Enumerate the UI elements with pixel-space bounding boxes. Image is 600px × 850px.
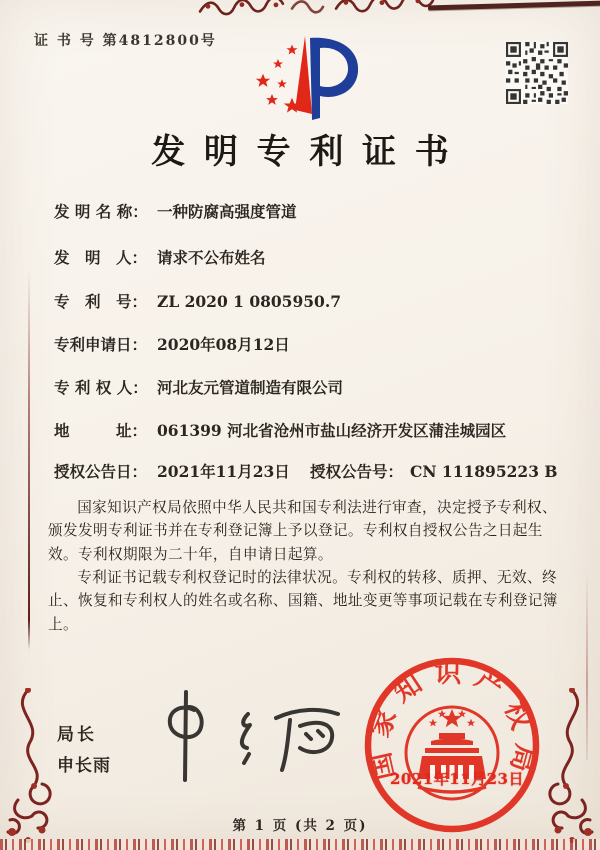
field-grant-number	[310, 460, 557, 482]
official-seal	[358, 650, 546, 840]
legal-text-block	[48, 496, 558, 636]
field-grant-date-and-number	[54, 460, 574, 482]
field-patentee	[54, 376, 574, 398]
field-value: 061399 河北省沧州市盐山经济开发区蒲洼城园区	[157, 421, 507, 440]
field-value: 一种防腐高强度管道	[157, 202, 297, 221]
commissioner-role-label: 局长	[57, 725, 97, 745]
field-patent-number	[54, 290, 574, 312]
field-inventor	[54, 246, 574, 268]
page-footer: 第 1 页 (共 2 页)	[232, 818, 368, 834]
commissioner-signature	[148, 688, 353, 788]
field-value: 2021年11月23日	[157, 462, 290, 481]
field-label: 专利申请日：	[54, 335, 148, 354]
top-right-border-line	[428, 1, 600, 11]
field-value: 河北友元管道制造有限公司	[157, 378, 344, 397]
field-value: ZL 2020 1 0805950.7	[157, 292, 342, 311]
bottom-left-corner-ornament	[0, 688, 56, 846]
field-label: 授权公告号：	[310, 462, 404, 481]
qr-code-icon	[506, 42, 568, 104]
bottom-right-corner-ornament	[544, 688, 600, 846]
certificate-number: 证 书 号 第4812800号	[34, 33, 217, 49]
field-label: 专 利 号：	[54, 292, 148, 311]
field-value: 请求不公布姓名	[157, 248, 266, 267]
left-border-line	[28, 270, 30, 650]
legal-paragraph-1: 国家知识产权局依照中华人民共和国专利法进行审查，决定授予专利权、颁发发明专利证书并在专利登记簿上予以登记。专利权自授权公告之日起生效。专利权期限为二十年，自申请日起算。	[48, 499, 557, 563]
field-value: 2020年08月12日	[157, 335, 290, 354]
field-label: 发 明 名 称：	[54, 202, 148, 221]
bottom-border-stripes	[0, 839, 600, 850]
field-label: 发 明 人：	[54, 248, 148, 267]
field-address	[54, 419, 574, 441]
patent-office-logo	[248, 34, 366, 126]
field-value: CN 111895223 B	[410, 462, 558, 481]
commissioner-name-label: 申长雨	[57, 756, 111, 776]
legal-paragraph-2: 专利证书记载专利权登记时的法律状况。专利权的转移、质押、无效、终止、恢复和专利权人的姓名或名称、国籍、地址变更等事项记载在专利登记簿上。	[48, 569, 558, 633]
field-invention-name	[54, 200, 574, 222]
field-label: 地 址：	[54, 421, 148, 440]
top-border-ornament	[196, 0, 440, 20]
field-label: 专 利 权 人：	[54, 378, 148, 397]
seal-date-stamp: 2021年11月23日	[390, 770, 524, 788]
field-filing-date	[54, 333, 574, 355]
field-label: 授权公告日：	[54, 462, 148, 481]
certificate-title: 发明专利证书	[151, 132, 468, 172]
seal-ring-text: 国家知识产权局	[362, 657, 541, 786]
